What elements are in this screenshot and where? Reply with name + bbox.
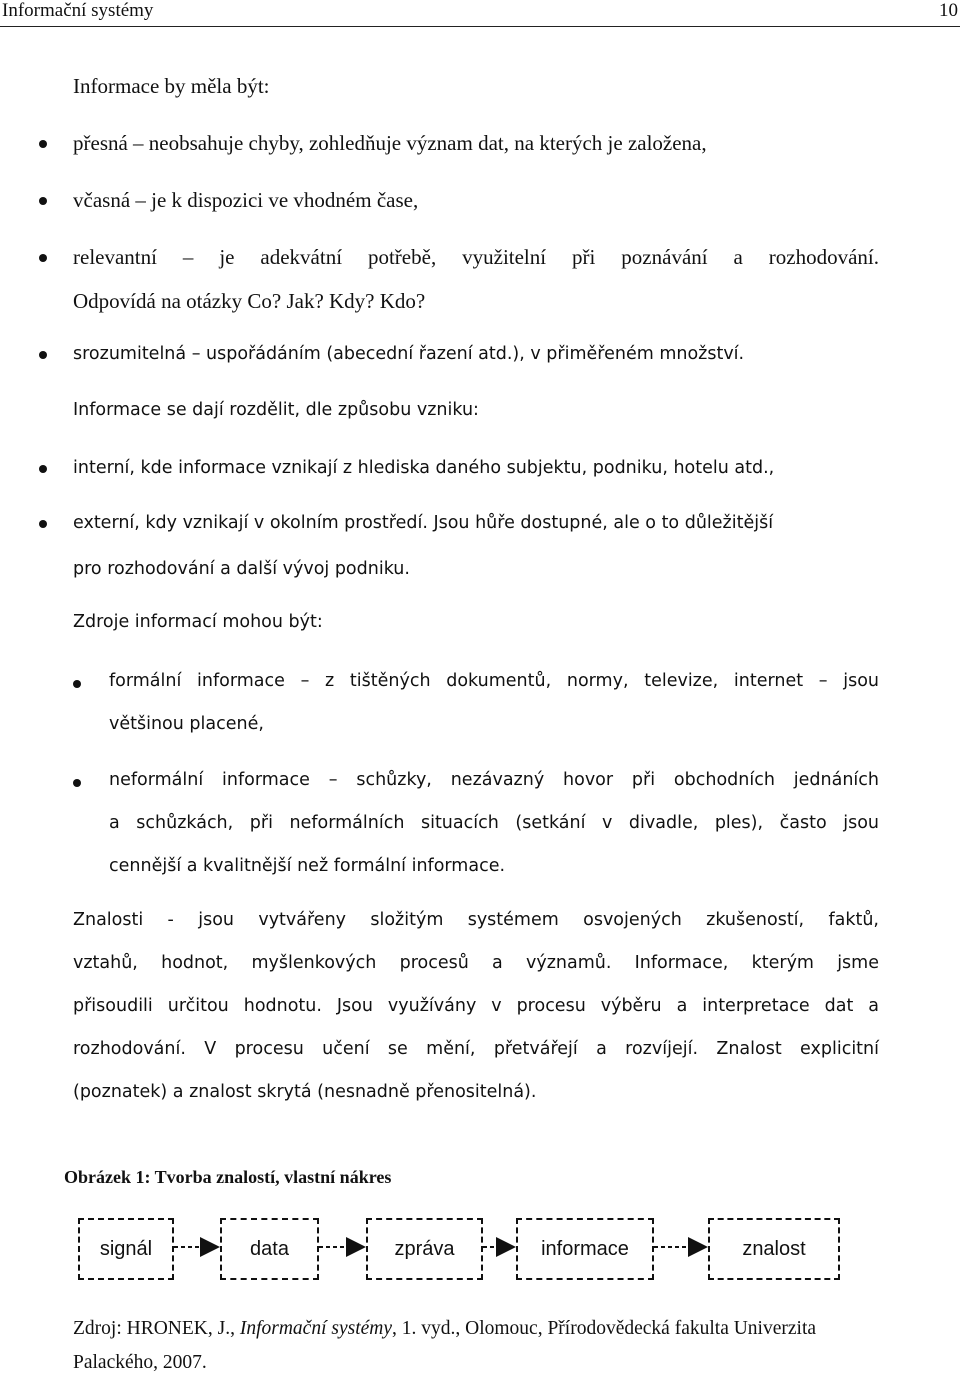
diagram-node-message: zpráva — [366, 1218, 483, 1280]
list-item-continuation: Odpovídá na otázky Co? Jak? Kdy? Kdo? — [73, 289, 426, 313]
paragraph-line: Znalosti - jsou vytvářeny složitým systémem osvojených zkušeností, faktů, — [73, 910, 879, 930]
list-item-continuation: většinou placené, — [109, 714, 264, 734]
paragraph-line: vztahů, hodnot, myšlenkových procesů a významů. Informace, kterým jsme — [73, 953, 879, 973]
info-sources-heading: Zdroje informací mohou být: — [73, 612, 323, 632]
figure-caption: Obrázek 1: Tvorba znalostí, vlastní nákres — [64, 1167, 392, 1187]
diagram-node-information: informace — [516, 1218, 654, 1280]
paragraph-line: přisoudili určitou hodnotu. Jsou využívány v procesu výběru a interpretace dat a — [73, 996, 879, 1016]
source-prefix: Zdroj: HRONEK, J., — [73, 1318, 240, 1339]
list-item-continuation: pro rozhodování a další vývoj podniku. — [73, 559, 410, 579]
list-item: interní, kde informace vznikají z hlediska daného subjektu, podniku, hotelu atd., — [73, 458, 775, 478]
paragraph-line: (poznatek) a znalost skrytá (nesnadně přenositelná). — [73, 1082, 537, 1102]
list-item: srozumitelná – uspořádáním (abecední řazení atd.), v přiměřeném množství. — [73, 344, 745, 364]
diagram-node-data: data — [220, 1218, 319, 1280]
list-item: externí, kdy vznikají v okolním prostředí. Jsou hůře dostupné, ale o to důležitější — [73, 513, 774, 533]
list-item: neformální informace – schůzky, nezávazný hovor při obchodních jednáních — [109, 770, 879, 790]
paragraph-line: rozhodování. V procesu učení se mění, přetvářejí a rozvíjejí. Znalost explicitní — [73, 1039, 879, 1059]
diagram-node-signal: signál — [78, 1218, 174, 1280]
list-item: včasná – je k dispozici ve vhodném čase, — [73, 188, 419, 212]
list-item-continuation: a schůzkách, při neformálních situacích (setkání v divadle, ples), často jsou — [109, 813, 879, 833]
list-item-continuation: cennější a kvalitnější než formální informace. — [109, 856, 506, 876]
info-division-heading: Informace se dají rozdělit, dle způsobu vzniku: — [73, 400, 479, 420]
diagram-node-knowledge: znalost — [708, 1218, 840, 1280]
info-quality-heading: Informace by měla být: — [73, 74, 270, 98]
list-item: relevantní – je adekvátní potřebě, využitelní při poznávání a rozhodování. — [73, 245, 879, 269]
page-number: 10 — [939, 0, 958, 21]
header-title: Informační systémy — [2, 0, 154, 21]
list-item: přesná – neobsahuje chyby, zohledňuje význam dat, na kterých je založena, — [73, 131, 707, 155]
source-title: Informační systémy — [239, 1318, 393, 1339]
figure-source — [73, 1319, 816, 1339]
source-rest: , 1. vyd., Olomouc, Přírodovědecká fakulta Univerzita — [392, 1318, 817, 1339]
figure-source-line2: Palackého, 2007. — [73, 1352, 207, 1373]
list-item: formální informace – z tištěných dokumentů, normy, televize, internet – jsou — [109, 671, 879, 691]
